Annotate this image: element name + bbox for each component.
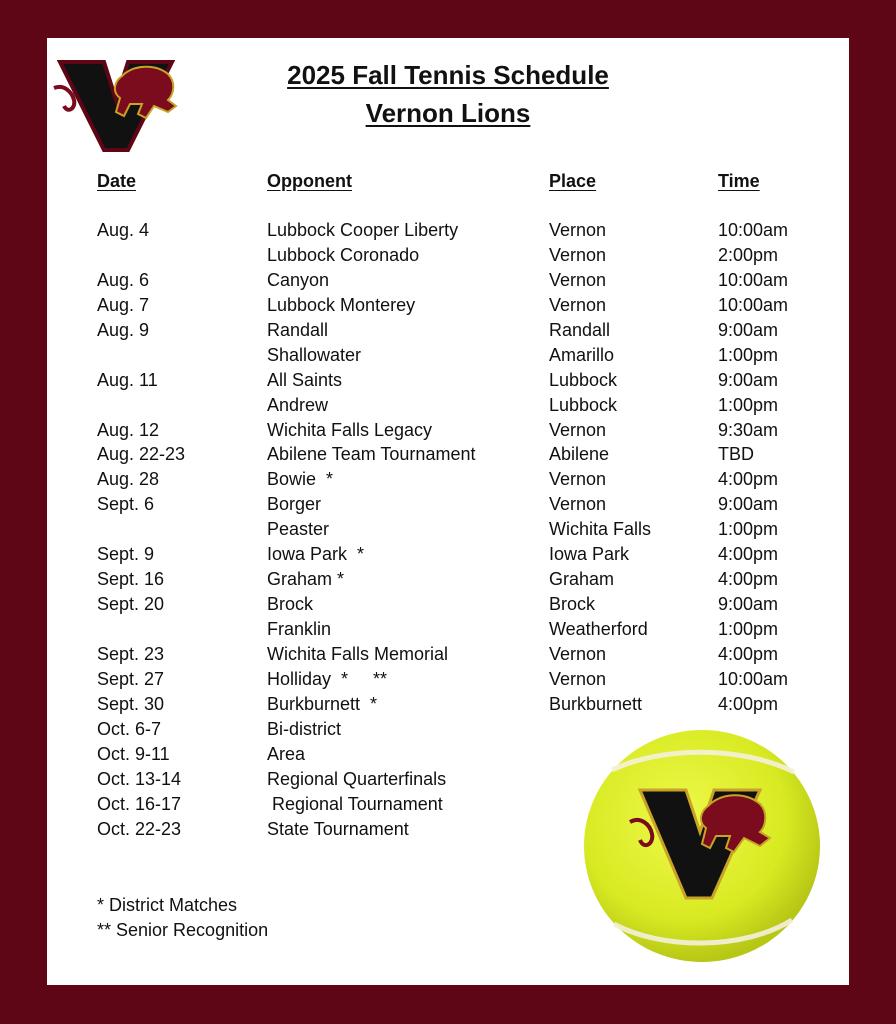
row-time: 10:00am <box>718 220 789 240</box>
row-place: Weatherford <box>549 619 648 639</box>
row-place: Vernon <box>549 220 607 240</box>
table-row <box>47 294 849 319</box>
table-row <box>47 643 849 668</box>
row-place: Vernon <box>549 294 607 315</box>
row-place: Randall <box>549 319 611 340</box>
row-time: 10:00am <box>718 269 789 290</box>
row-place: Vernon <box>549 419 607 440</box>
row-opponent: Iowa Park * <box>267 544 365 565</box>
row-opponent: Brock <box>267 594 314 615</box>
table-row <box>47 468 849 493</box>
row-opponent: Shallowater <box>267 344 362 365</box>
row-place: Vernon <box>549 494 607 515</box>
table-row <box>47 319 849 344</box>
row-date: Aug. 9 <box>97 319 150 340</box>
table-row <box>47 618 849 643</box>
row-time: 1:00pm <box>718 394 779 415</box>
row-time: 9:00am <box>718 494 779 515</box>
row-opponent: All Saints <box>267 369 343 390</box>
row-date: Oct. 9-11 <box>97 743 170 764</box>
row-place: Vernon <box>549 269 607 290</box>
row-date: Sept. 30 <box>97 693 165 714</box>
row-opponent: Burkburnett * <box>267 693 378 714</box>
row-date: Aug. 12 <box>97 419 160 440</box>
row-place: Brock <box>549 594 596 615</box>
row-opponent: Area <box>267 743 306 764</box>
header-time: Time <box>718 171 760 191</box>
tennis-ball-icon <box>582 728 822 964</box>
row-place: Wichita Falls <box>549 519 652 540</box>
row-opponent: Wichita Falls Legacy <box>267 419 433 440</box>
row-time: 10:00am <box>718 668 789 689</box>
row-place: Vernon <box>549 643 607 664</box>
row-place: Vernon <box>549 244 607 265</box>
row-date: Aug. 4 <box>97 220 150 240</box>
row-time: TBD <box>718 444 754 465</box>
footnote-district: * District Matches <box>97 895 238 915</box>
table-row <box>47 219 849 244</box>
row-date: Aug. 22-23 <box>97 444 186 465</box>
row-place: Abilene <box>549 444 610 465</box>
footnote-senior: ** Senior Recognition <box>97 920 269 940</box>
row-place: Amarillo <box>549 344 615 365</box>
table-row <box>47 344 849 369</box>
row-time: 1:00pm <box>718 519 779 540</box>
row-opponent: Lubbock Cooper Liberty <box>267 220 459 240</box>
footnotes <box>97 893 268 943</box>
row-time: 1:00pm <box>718 344 779 365</box>
row-opponent: Randall <box>267 319 329 340</box>
row-time: 4:00pm <box>718 693 779 714</box>
row-time: 9:30am <box>718 419 779 440</box>
row-time: 1:00pm <box>718 619 779 639</box>
header-opponent: Opponent <box>267 171 352 191</box>
row-date: Sept. 27 <box>97 668 165 689</box>
row-time: 2:00pm <box>718 244 779 265</box>
row-opponent: Canyon <box>267 269 330 290</box>
table-row <box>47 394 849 419</box>
row-opponent: Regional Quarterfinals <box>267 768 447 789</box>
table-row <box>47 244 849 269</box>
row-opponent: Lubbock Coronado <box>267 244 420 265</box>
row-opponent: Wichita Falls Memorial <box>267 643 449 664</box>
table-row <box>47 518 849 543</box>
header-date: Date <box>97 171 137 191</box>
row-date: Aug. 11 <box>97 369 158 390</box>
row-place: Lubbock <box>549 394 618 415</box>
header-place: Place <box>549 171 597 191</box>
row-opponent: Abilene Team Tournament <box>267 444 476 465</box>
row-time: 4:00pm <box>718 544 779 565</box>
row-date: Oct. 6-7 <box>97 718 162 739</box>
row-place: Iowa Park <box>549 544 630 565</box>
row-date: Sept. 23 <box>97 643 165 664</box>
row-opponent: Lubbock Monterey <box>267 294 416 315</box>
row-time: 4:00pm <box>718 643 779 664</box>
table-row <box>47 593 849 618</box>
row-opponent: Borger <box>267 494 322 515</box>
row-time: 4:00pm <box>718 569 779 590</box>
row-opponent: Franklin <box>267 619 332 639</box>
row-opponent: Andrew <box>267 394 329 415</box>
row-date: Aug. 6 <box>97 269 150 290</box>
row-place: Lubbock <box>549 369 618 390</box>
schedule-page <box>47 38 849 985</box>
row-date: Sept. 9 <box>97 544 155 565</box>
row-opponent: Bi-district <box>267 718 342 739</box>
table-row <box>47 269 849 294</box>
row-opponent: Bowie * <box>267 469 334 490</box>
row-opponent: Graham * <box>267 569 345 590</box>
row-place: Burkburnett <box>549 693 643 714</box>
row-opponent: Regional Tournament <box>267 793 443 814</box>
row-date: Sept. 20 <box>97 594 165 615</box>
row-time: 4:00pm <box>718 469 779 490</box>
table-row <box>47 419 849 444</box>
row-date: Oct. 13-14 <box>97 768 182 789</box>
row-time: 10:00am <box>718 294 789 315</box>
row-time: 9:00am <box>718 369 779 390</box>
row-opponent: Peaster <box>267 519 330 540</box>
row-date: Oct. 16-17 <box>97 793 182 814</box>
row-date: Aug. 28 <box>97 469 160 490</box>
table-row <box>47 668 849 693</box>
table-row <box>47 543 849 568</box>
row-date: Aug. 7 <box>97 294 150 315</box>
table-row <box>47 493 849 518</box>
row-time: 9:00am <box>718 594 779 615</box>
row-date: Oct. 22-23 <box>97 818 182 839</box>
table-row <box>47 443 849 468</box>
row-opponent: Holliday * ** <box>267 668 388 689</box>
row-place: Vernon <box>549 668 607 689</box>
table-row <box>47 693 849 718</box>
table-row <box>47 369 849 394</box>
row-place: Graham <box>549 569 615 590</box>
page-title: 2025 Fall Tennis Schedule <box>287 60 609 90</box>
page-subtitle: Vernon Lions <box>365 98 531 128</box>
row-date: Sept. 6 <box>97 494 155 515</box>
row-opponent: State Tournament <box>267 818 409 839</box>
table-row <box>47 568 849 593</box>
row-place: Vernon <box>549 469 607 490</box>
row-time: 9:00am <box>718 319 779 340</box>
row-date: Sept. 16 <box>97 569 165 590</box>
